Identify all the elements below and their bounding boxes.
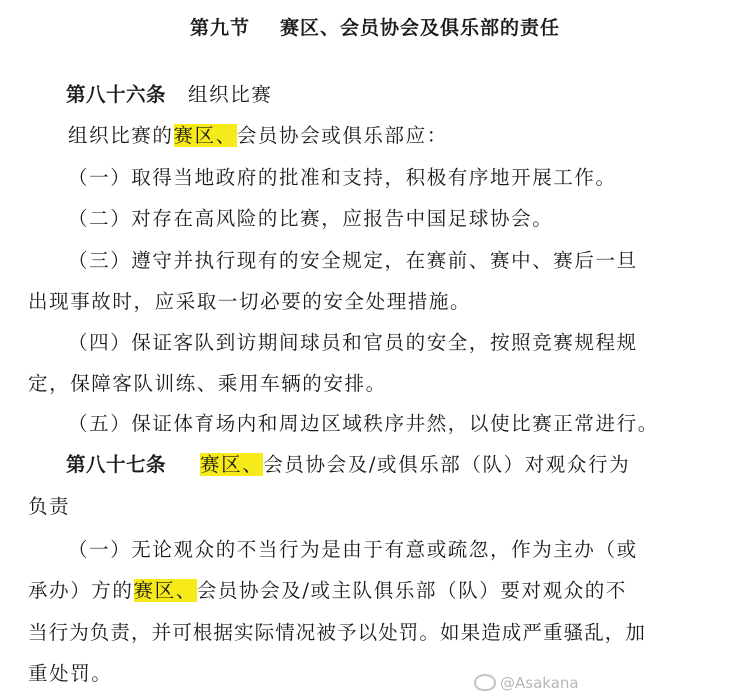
article-86-item-3-line-2: 出现事故时，应采取一切必要的安全处理措施。 [28, 290, 472, 313]
article-87-title-line-2: 负责 [28, 495, 71, 518]
highlight-region: 赛区、 [133, 579, 197, 602]
item-text-rest: 会员协会及/或主队俱乐部（队）要对观众的不 [196, 579, 627, 602]
article-86-number: 第八十六条 [66, 83, 167, 106]
article-86-item-4-line-2: 定，保障客队训练、乘用车辆的安排。 [28, 372, 387, 395]
watermark-text: @Asakana [500, 674, 579, 692]
article-86-title: 组织比赛 [188, 83, 273, 106]
article-86-intro [68, 123, 448, 149]
article-87-heading [66, 452, 630, 478]
article-86-heading [66, 82, 272, 108]
article-86-item-4-line-1: （四）保证客队到访期间球员和官员的安全，按照竞赛规程规 [68, 331, 638, 354]
article-87-item-1-line-3: 当行为负责，并可根据实际情况被予以处罚。如果造成严重骚乱，加 [28, 621, 647, 644]
article-87-number: 第八十七条 [66, 453, 167, 476]
item-text: 承办）方的 [28, 579, 134, 602]
article-86-item-2: （二）对存在高风险的比赛，应报告中国足球协会。 [68, 207, 554, 230]
article-87-title: 会员协会及/或俱乐部（队）对观众行为 [263, 453, 631, 476]
section-number: 第九节 [189, 17, 250, 39]
highlight-region: 赛区、 [173, 124, 237, 147]
watermark [474, 673, 579, 693]
section-title: 赛区、会员协会及俱乐部的责任 [280, 17, 561, 39]
article-87-item-1-line-2 [28, 578, 627, 604]
intro-text-rest: 会员协会或俱乐部应： [236, 124, 448, 147]
weibo-icon [474, 674, 496, 691]
section-heading [0, 14, 750, 42]
article-86-item-3-line-1: （三）遵守并执行现有的安全规定，在赛前、赛中、赛后一旦 [68, 249, 638, 272]
article-86-item-1: （一）取得当地政府的批准和支持，积极有序地开展工作。 [68, 166, 617, 189]
highlight-region: 赛区、 [200, 453, 264, 476]
article-87-item-1-line-1: （一）无论观众的不当行为是由于有意或疏忽，作为主办（或 [68, 538, 638, 561]
intro-text: 组织比赛的 [68, 124, 174, 147]
article-86-item-5: （五）保证体育场内和周边区域秩序井然，以使比赛正常进行。 [68, 412, 659, 435]
article-87-item-1-line-4: 重处罚。 [28, 662, 113, 685]
